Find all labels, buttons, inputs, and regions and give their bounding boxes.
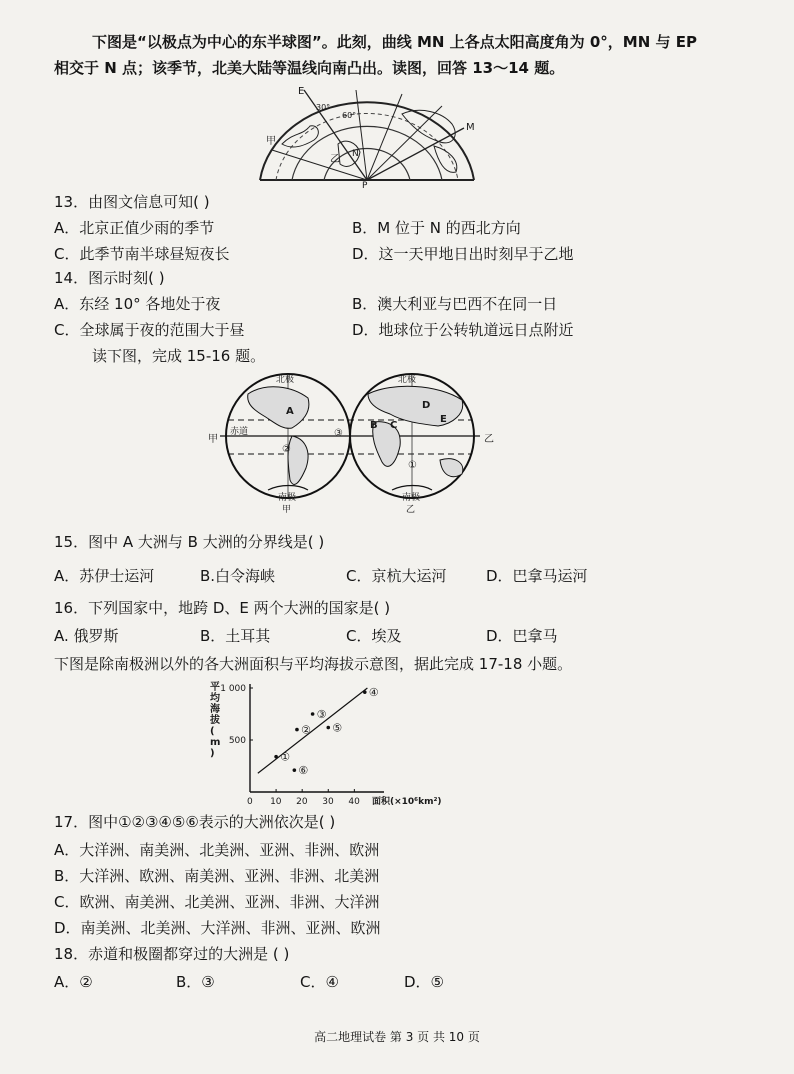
label-continent-D: D [422,400,431,411]
two-hemispheres-figure [208,372,498,518]
label-circle-1: ① [408,460,417,471]
label-north-pole-west: 北极 [276,375,295,385]
label-equator: 赤道 [230,427,249,437]
q15-option-d: D．巴拿马运河 [486,567,588,585]
area-elevation-chart [200,680,482,810]
label-jia: 甲 [266,136,276,147]
x-axis-label: 面积(×10⁶km²) [372,797,442,807]
north-america [248,387,309,429]
data-point-label: ⑥ [298,764,309,778]
intro-13-14-line1: 下图是“以极点为中心的东半球图”。此刻，曲线 MN 上各点太阳高度角为 0°，MN 与 EP [92,33,697,51]
label-P: P [362,181,368,188]
data-point [363,690,367,694]
south-america [288,436,308,484]
q17-option-c: C．欧洲、南美洲、北美洲、亚洲、非洲、大洋洲 [54,893,380,911]
q13-option-b: B．M 位于 N 的西北方向 [352,219,521,237]
label-continent-A: A [286,406,294,417]
data-point-label: ② [300,723,311,737]
q14-option-d: D．地球位于公转轨道远日点附近 [352,321,574,339]
hemisphere-figure [252,84,482,188]
intro-13-14-line2: 相交于 N 点；该季节，北美大陆等温线向南凸出。读图，回答 13～14 题。 [54,59,565,77]
data-point [293,768,297,772]
q15-stem: 15．图中 A 大洲与 B 大洲的分界线是( ) [54,533,325,551]
q18-option-d: D．⑤ [404,973,444,991]
q17-option-a: A．大洋洲、南美洲、北美洲、亚洲、非洲、欧洲 [54,841,380,859]
x-tick-label: 0 [247,797,253,807]
q16-option-d: D．巴拿马 [486,627,558,645]
q16-option-a: A. 俄罗斯 [54,627,119,645]
data-point-label: ③ [316,708,327,721]
label-N: N [352,149,359,159]
trend-line [258,688,368,773]
q13-option-c: C．此季节南半球昼短夜长 [54,245,230,263]
q13-stem: 13．由图文信息可知( ) [54,193,210,211]
label-lon60: 60° [342,111,357,120]
intro-17-18: 下图是除南极洲以外的各大洲面积与平均海拔示意图，据此完成 17-18 小题。 [54,655,573,673]
q16-option-c: C．埃及 [346,627,402,645]
x-tick-label: 30 [322,797,334,807]
data-point [295,728,299,732]
label-continent-E: E [440,414,447,425]
data-point [274,755,278,759]
label-yi-side: 乙 [484,434,494,445]
latitude-arc-dashed [276,113,458,180]
q16-option-b: B．土耳其 [200,627,271,645]
y-tick-label: 1 000 [220,684,246,694]
q13-option-d: D．这一天甲地日出时刻早于乙地 [352,245,574,263]
data-point-label: ⑤ [332,721,343,735]
q14-option-a: A．东经 10° 各地处于夜 [54,295,221,313]
page-footer: 高二地理试卷 第 3 页 共 10 页 [314,1030,480,1044]
q16-stem: 16．下列国家中，地跨 D、E 两个大洲的国家是( ) [54,599,391,617]
latitude-arc-mid [292,126,442,180]
label-north-pole-east: 北极 [398,375,417,385]
label-yi-bottom: 乙 [406,505,416,515]
q14-stem: 14．图示时刻( ) [54,269,165,287]
q17-option-d: D．南美洲、北美洲、大洋洲、非洲、亚洲、欧洲 [54,919,381,937]
x-tick-label: 40 [348,797,360,807]
q18-option-a: A．② [54,973,93,991]
q15-option-a: A．苏伊士运河 [54,567,155,585]
data-point [326,726,330,730]
label-continent-B: B [370,420,378,431]
x-tick-label: 10 [270,797,282,807]
label-lat30: 30° [316,103,331,112]
q14-option-b: B．澳大利亚与巴西不在同一日 [352,295,558,313]
q17-stem: 17．图中①②③④⑤⑥表示的大洲依次是( ) [54,813,336,831]
q17-option-b: B．大洋洲、欧洲、南美洲、亚洲、非洲、北美洲 [54,867,380,885]
q18-stem: 18．赤道和极圈都穿过的大洲是 ( ) [54,945,290,963]
q15-option-b: B.白令海峡 [200,567,276,585]
label-continent-C: C [390,420,398,431]
q14-option-c: C．全球属于夜的范围大于昼 [54,321,245,339]
label-M: M [466,122,475,133]
label-circle-3: ③ [334,428,343,439]
australia [440,459,463,477]
label-jia-bottom: 甲 [282,505,292,515]
y-axis-label: 平均海拔( m ) [210,682,221,759]
label-south-pole-east: 南极 [402,493,421,503]
q18-option-b: B．③ [176,973,215,991]
data-point-label: ① [280,750,290,764]
label-yi: 乙 [330,154,340,165]
label-south-pole-west: 南极 [278,493,297,503]
y-tick-label: 500 [228,736,246,746]
label-E: E [298,86,305,97]
q18-option-c: C．④ [300,973,339,991]
q13-option-a: A．北京正值少雨的季节 [54,219,215,237]
q15-option-c: C．京杭大运河 [346,567,447,585]
intro-15-16: 读下图，完成 15-16 题。 [92,347,266,365]
label-circle-2: ② [282,444,291,455]
x-tick-label: 20 [296,797,308,807]
data-point [311,712,315,716]
data-point-label: ④ [368,686,379,700]
label-jia-side: 甲 [208,434,218,445]
